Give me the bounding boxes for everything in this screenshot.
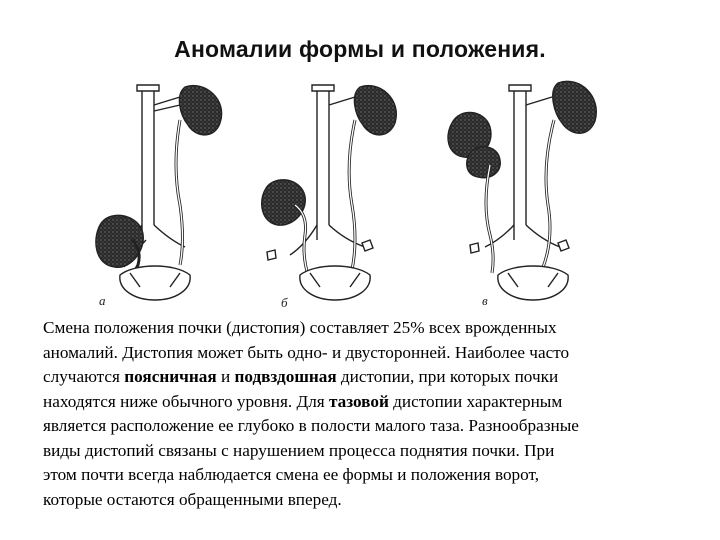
bold-term: поясничная: [124, 367, 217, 386]
text-segment: Смена положения почки (дистопия) составляет 25% всех врожденных: [43, 318, 557, 337]
text-line: [43, 365, 683, 390]
text-segment: находятся ниже обычного уровня. Для: [43, 391, 329, 411]
bold-term: тазовой: [328, 391, 389, 411]
text-segment: этом почти всегда наблюдается смена ее формы и положения ворот,: [43, 465, 540, 484]
kidney-dystopia-illustration: [80, 75, 640, 315]
text-segment: случаются: [43, 367, 125, 386]
text-line: [43, 390, 683, 415]
text-segment: дистопии, при которых почки: [336, 367, 559, 386]
text-line: [43, 316, 683, 341]
text-line: [43, 341, 683, 366]
text-line: [43, 439, 683, 464]
text-segment: является расположение ее глубоко в полости малого таза. Разнообразные: [43, 416, 579, 435]
panel-label-c: в: [482, 293, 488, 308]
diagram-panel-c: [448, 81, 596, 300]
text-line: [43, 463, 683, 488]
text-segment: которые остаются обращенными вперед.: [43, 489, 342, 509]
text-segment: и: [216, 367, 235, 386]
slide-title: Аномалии формы и положения.: [174, 36, 546, 62]
body-paragraph: [43, 316, 683, 512]
panel-label-b: б: [281, 295, 288, 310]
text-line: [43, 488, 683, 513]
text-line: [43, 414, 683, 439]
diagram-panel-a: [96, 85, 222, 300]
panel-label-a: а: [99, 293, 106, 308]
text-segment: аномалий. Дистопия может быть одно- и двусторонней. Наиболее часто: [43, 342, 570, 362]
text-segment: дистопии характерным: [388, 391, 563, 411]
bold-term: подвздошная: [234, 367, 337, 386]
diagram-panel-b: [262, 85, 397, 300]
text-segment: виды дистопий связаны с нарушением процесса поднятия почки. При: [43, 440, 555, 460]
